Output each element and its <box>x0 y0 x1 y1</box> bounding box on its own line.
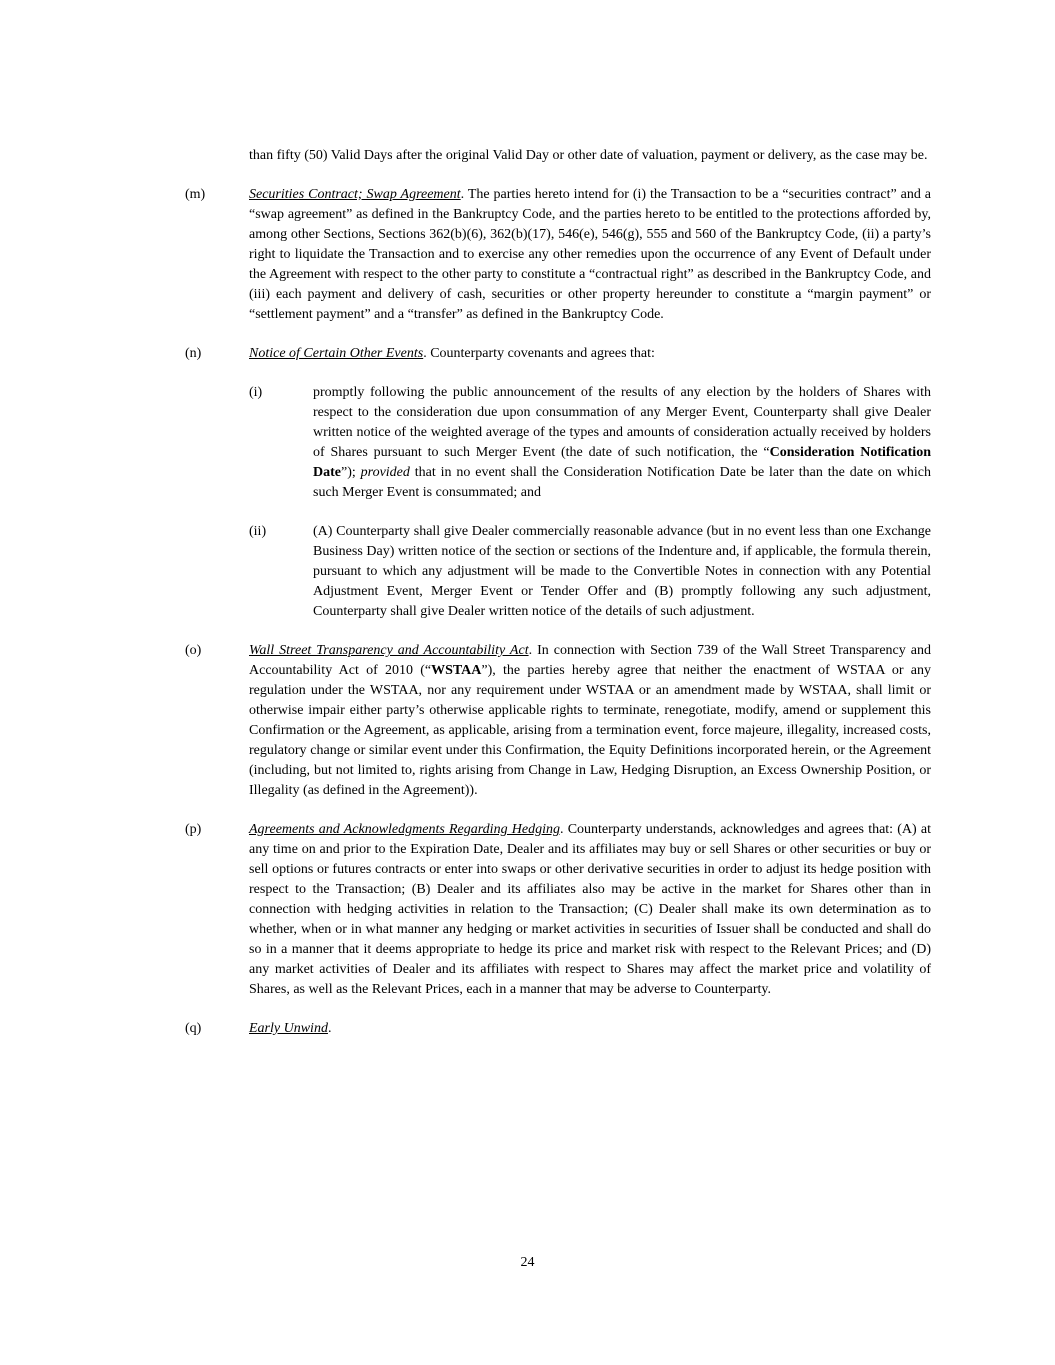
section-heading: Wall Street Transparency and Accountability Act <box>249 643 529 658</box>
section-heading: Securities Contract; Swap Agreement <box>249 187 461 202</box>
section-text: . The parties hereto intend for (i) the Transaction to be a “securities contract” and a “swap agreement” as defined in the Bankruptcy Code, and the parties hereto to be entitled to the protections afforded by, among other Sections, Sections 362(b)(6), 362(b)(17), 546(e), 546(g), 555 and 560 of the Bankruptcy Code, (ii) a party’s right to liquidate the Transaction and to exercise any other remedies upon the occurrence of any Event of Default under the Agreement with respect to the other party to constitute a “contractual right” as described in the Bankruptcy Code, and (iii) each payment and delivery of cash, securities or other property hereunder to constitute a “margin payment” or “settlement payment” and a “transfer” as defined in the Bankruptcy Code. <box>249 187 931 322</box>
subsection-body <box>313 383 931 503</box>
section-label: (o) <box>185 643 202 658</box>
section-text: . Counterparty understands, acknowledges and agrees that: (A) at any time on and prior to the Expiration Date, Dealer and its affiliates may buy or sell Shares or other securities or buy or sell options or futures contracts or enter into swaps or other derivative securities in order to adjust its hedge position with respect to the Transaction; (B) Dealer and its affiliates also may be active in the market for Shares other than in connection with hedging activities in relation to the Transaction; (C) Dealer shall make its own determination as to whether, when or in what manner any hedging or market activities in securities of Issuer shall be conducted and shall do so in a manner that it deems appropriate to hedge its price and market risk with respect to the Relevant Prices; and (D) any market activities of Dealer and its affiliates with respect to Shares may affect the market price and volatility of Shares, as well as the Relevant Prices, each in a manner that may be adverse to Counterparty. <box>249 822 932 997</box>
section-text: . <box>327 1021 332 1036</box>
section-o <box>185 641 931 801</box>
section-label: (q) <box>185 1021 202 1036</box>
bold-term: Consideration Notification Date <box>313 445 931 480</box>
section-text: . Counterparty covenants and agrees that: <box>423 346 655 361</box>
text-run: . In connection with Section 739 of the Wall Street Transparency and Accountability Act of 2010 (“ <box>249 643 931 678</box>
text-run: that in no event shall the Consideration Notification Date be later than the date on which such Merger Event is consummated; and <box>313 465 932 500</box>
section-body <box>249 641 931 801</box>
page-number: 24 <box>520 1255 535 1270</box>
page-content <box>185 146 931 1058</box>
subsection-ii <box>249 522 931 622</box>
section-label: (n) <box>185 346 202 361</box>
section-label: (m) <box>185 187 206 202</box>
section-label: (p) <box>185 822 202 837</box>
section-heading: Early Unwind <box>249 1021 328 1036</box>
italic-term: provided <box>360 465 410 480</box>
section-q <box>185 1019 931 1039</box>
subsection-body: (A) Counterparty shall give Dealer commercially reasonable advance (but in no event less than one Exchange Business Day) written notice of the section or sections of the Indenture and, if applicable, the formula therein, pursuant to which any adjustment will be made to the Convertible Notes in connection with any Potential Adjustment Event, Merger Event or Tender Offer and (B) promptly following any such adjustment, Counterparty shall give Dealer written notice of the details of such adjustment. <box>313 524 931 619</box>
section-p <box>185 820 931 1000</box>
text-run: promptly following the public announcement of the results of any election by the holders of Shares with respect to the consideration due upon consummation of any Merger Event, Counterparty shall give Dealer written notice of the weighted average of the types and amounts of consideration actually received by holders of Shares pursuant to such Merger Event (the date of such notification, the “ <box>313 385 931 460</box>
subsection-label: (i) <box>249 385 263 400</box>
section-heading: Notice of Certain Other Events <box>249 346 424 361</box>
bold-term: WSTAA <box>431 663 482 678</box>
section-body <box>249 1019 931 1039</box>
section-body <box>249 344 931 622</box>
section-m <box>185 185 931 325</box>
section-body <box>249 820 931 1000</box>
subsection-i <box>249 383 931 503</box>
continuation-paragraph: than fifty (50) Valid Days after the original Valid Day or other date of valuation, payment or delivery, as the case may be. <box>249 148 928 163</box>
text-run: ”), the parties hereby agree that neither the enactment of WSTAA or any regulation under the WSTAA, nor any requirement under WSTAA or an amendment made by WSTAA, shall limit or otherwise impair either party’s otherwise applicable rights to terminate, renegotiate, modify, amend or supplement this Confirmation or the Agreement, as applicable, arising from a termination event, force majeure, illegality, increased costs, regulatory change or similar event under this Confirmation, the Equity Definitions incorporated herein, or the Agreement (including, but not limited to, rights arising from Change in Law, Hedging Disruption, an Excess Ownership Position, or Illegality (as defined in the Agreement)). <box>249 663 931 798</box>
section-intro-line <box>249 344 931 364</box>
text-run: ”); <box>341 465 361 480</box>
section-body <box>249 185 931 325</box>
subsection-label: (ii) <box>249 524 267 539</box>
section-heading: Agreements and Acknowledgments Regarding Hedging <box>249 822 560 837</box>
section-n <box>185 344 931 622</box>
